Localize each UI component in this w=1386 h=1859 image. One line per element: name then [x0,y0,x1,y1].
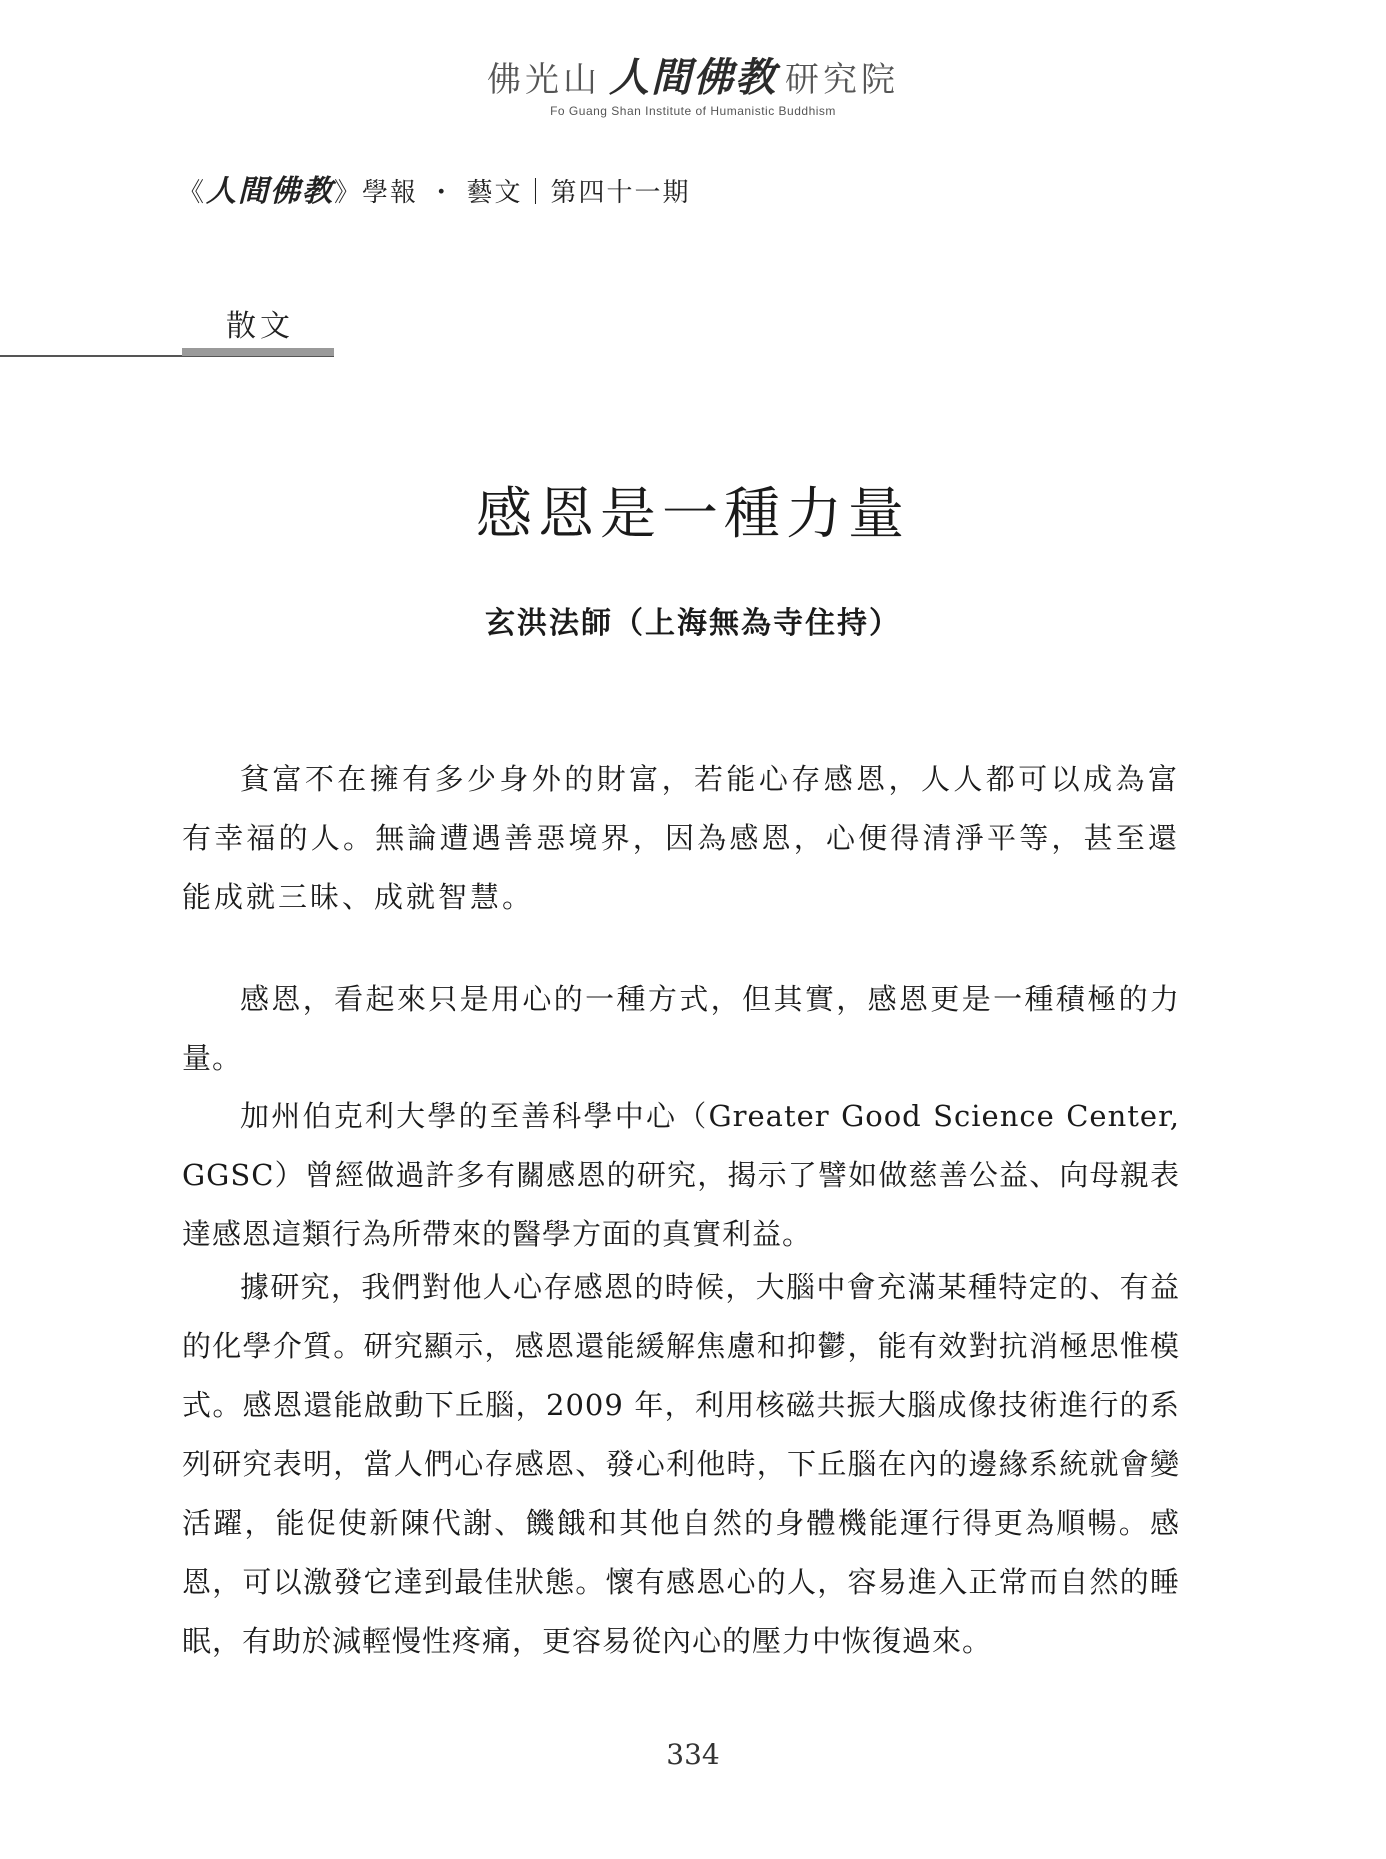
journal-running-head [178,166,691,210]
body-paragraph-1: 貧富不在擁有多少身外的財富，若能心存感恩，人人都可以成為富有幸福的人。無論遭遇善惡境界，因為感恩，心便得清淨平等，甚至還能成就三昧、成就智慧。 [182,762,1180,914]
body-paragraph-2: 感恩，看起來只是用心的一種方式，但其實，感恩更是一種積極的力量。 [182,982,1180,1075]
institute-english-name: Fo Guang Shan Institute of Humanistic Buddhism [550,104,836,118]
institute-name [0,54,1386,101]
institute-logo [0,54,1386,118]
section-label: 散文 [226,309,294,344]
article-title: 感恩是一種力量 [476,482,910,547]
page-number: 334 [666,1738,720,1771]
institute-name-suffix: 研究院 [785,60,899,100]
journal-bracket-close: 》 [334,178,363,208]
body-paragraph-3: 加州伯克利大學的至善科學中心（Greater Good Science Center, GGSC）曾經做過許多有關感恩的研究，揭示了譬如做慈善公益、向母親表達感恩這類行為所帶來的醫學方面的真實利益。 [182,1099,1180,1251]
journal-bracket-open: 《 [178,178,207,208]
section-divider-bar [182,348,334,356]
journal-issue-info: 學報 ・ 藝文｜第四十一期 [362,178,691,208]
institute-brand-calligraphy: 人間佛教 [609,54,777,101]
article-author: 玄洪法師（上海無為寺住持） [485,606,901,641]
institute-name-prefix: 佛光山 [487,60,601,100]
body-paragraph-4: 據研究，我們對他人心存感恩的時候，大腦中會充滿某種特定的、有益的化學介質。研究顯示，感恩還能緩解焦慮和抑鬱，能有效對抗消極思惟模式。感恩還能啟動下丘腦，2009 年，利用核磁共振大腦成像技術進行的系列研究表明，當人們心存感恩、發心利他時，下丘腦在內的邊緣系統就會變活躍，能促使新陳代謝、饑餓和其他自然的身體機能運行得更為順暢。感恩，可以激發它達到最佳狀態。懷有感恩心的人，容易進入正常而自然的睡眠，有助於減輕慢性疼痛，更容易從內心的壓力中恢復過來。 [182,1270,1180,1658]
journal-brand-calligraphy: 人間佛教 [206,174,335,209]
